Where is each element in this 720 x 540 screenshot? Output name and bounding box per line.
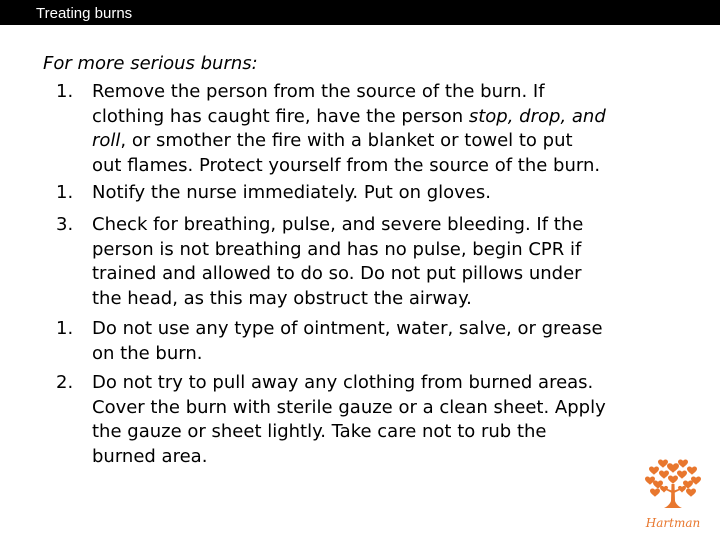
heart-leaf — [678, 460, 688, 468]
step-line: the head, as this may obstruct the airway. — [92, 288, 472, 310]
step-line: Do not use any type of ointment, water, salve, or grease — [92, 318, 603, 339]
step-line: on the burn. — [92, 342, 203, 364]
step-text — [92, 181, 682, 206]
step-line — [92, 105, 682, 130]
heart-leaf — [650, 489, 660, 497]
heart-leaf — [658, 460, 668, 468]
step-line: the gauze or sheet lightly. Take care not to rub the — [92, 421, 547, 443]
step-line: burned area. — [92, 446, 208, 468]
step-line: Check for breathing, pulse, and severe bleeding. If the — [92, 214, 584, 235]
step-line — [92, 129, 682, 154]
step-line: person is not breathing and has no pulse, begin CPR if — [92, 238, 582, 260]
heart-tree-icon — [643, 457, 703, 535]
heart-leaf — [649, 467, 659, 475]
step-text — [92, 317, 682, 366]
step-line: out flames. Protect yourself from the source of the burn. — [92, 155, 601, 177]
step-line: Do not try to pull away any clothing from burned areas. — [92, 372, 594, 393]
step-number: 2. — [56, 372, 74, 393]
step-line-emphasis: stop, drop, and — [468, 105, 606, 127]
step-text — [92, 213, 682, 312]
step-number: 1. — [56, 182, 74, 203]
heart-leaf — [659, 471, 669, 479]
heart-leaf — [687, 467, 697, 475]
title-bar — [0, 0, 720, 25]
heart-leaf — [668, 476, 678, 484]
step-line: Notify the nurse immediately. Put on gloves. — [92, 182, 491, 203]
heart-leaf — [667, 463, 679, 473]
hartman-logo — [643, 457, 703, 535]
heart-leaf — [677, 471, 687, 479]
heart-leaf — [686, 489, 696, 497]
step-text — [92, 80, 682, 179]
step-line: trained and allowed to do so. Do not put pillows under — [92, 263, 582, 285]
step-line-emphasis: roll — [92, 130, 121, 152]
step-number: 3. — [56, 214, 74, 235]
step-number: 1. — [56, 318, 74, 339]
logo-wordmark: Hartman — [645, 516, 701, 530]
step-number: 1. — [56, 81, 74, 102]
step-line: Remove the person from the source of the burn. If — [92, 81, 545, 102]
step-line: Cover the burn with sterile gauze or a clean sheet. Apply — [92, 396, 606, 418]
step-line-segment: clothing has caught fire, have the person — [92, 105, 469, 127]
step-line-segment: , or smother the fire with a blanket or towel to put — [120, 130, 573, 152]
step-text — [92, 371, 682, 470]
intro-heading: For more serious burns: — [43, 53, 258, 74]
slide-title: Treating burns — [36, 5, 133, 22]
